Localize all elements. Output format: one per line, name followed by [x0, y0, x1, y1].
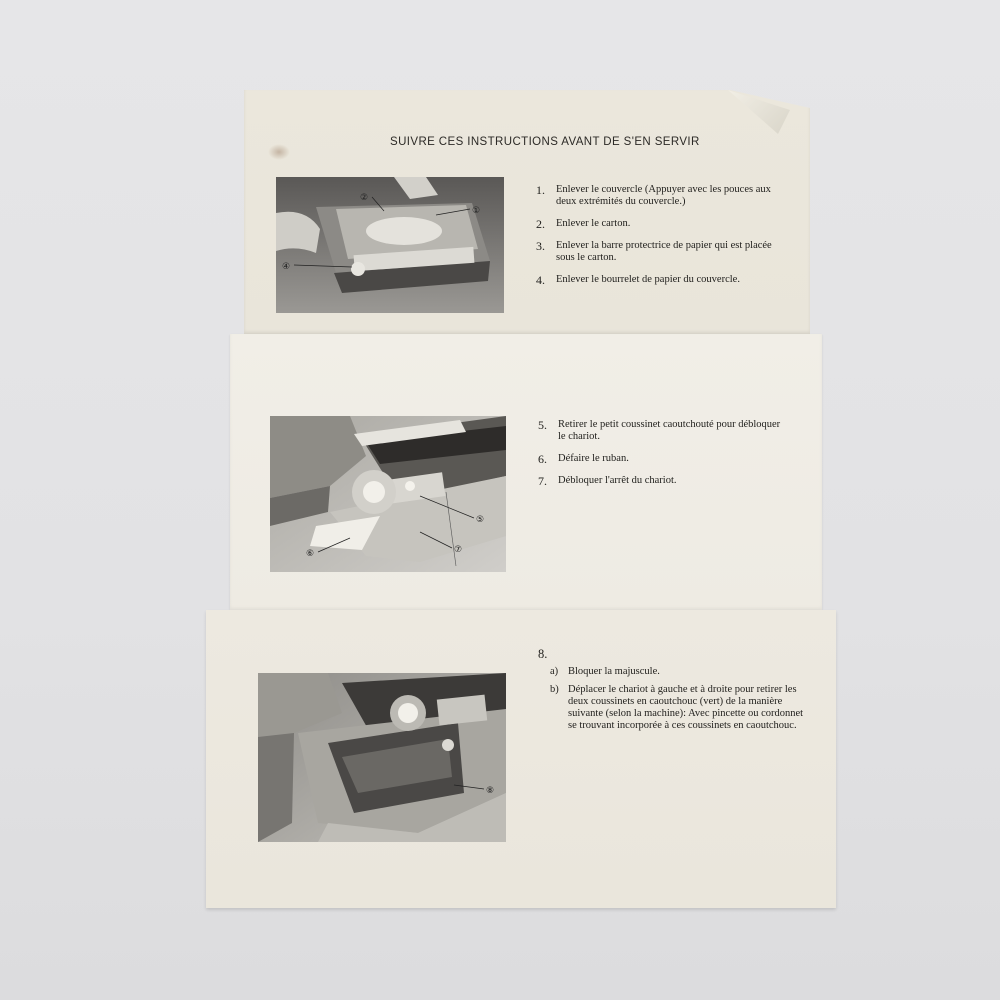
- step-6: [538, 453, 790, 465]
- step-text: Débloquer l'arrêt du chariot.: [558, 475, 677, 486]
- step-7: [538, 475, 790, 487]
- step-2: [536, 218, 786, 230]
- photo-rubber-pads: [258, 673, 506, 842]
- photo-lid-removal: [276, 177, 504, 313]
- substep-text: Déplacer le chariot à gauche et à droite pour retirer les deux coussinets en caoutchouc (vert) de la manière suivante (selon la machine): Avec pincette ou cordonnet se trouvant incorporée à ces coussinets en caoutchouc.: [568, 684, 804, 731]
- callout-5: ⑤: [476, 515, 485, 525]
- callout-2: ②: [360, 193, 369, 203]
- step-text: Enlever le bourrelet de papier du couvercle.: [556, 274, 740, 285]
- step-number: 4.: [536, 273, 545, 287]
- photo-carriage-unlock: [270, 416, 506, 572]
- steps-section-2: [538, 419, 790, 497]
- substep-letter: b): [550, 684, 559, 695]
- step-text: Retirer le petit coussinet caoutchouté pour débloquer le chariot.: [558, 419, 781, 442]
- step-8a: [538, 666, 808, 678]
- steps-section-1: [536, 184, 786, 296]
- step-5: [538, 419, 790, 443]
- step-text: Enlever le couvercle (Appuyer avec les pouces aux deux extrémités du couvercle.): [556, 184, 771, 207]
- step-number: 6.: [538, 452, 547, 466]
- step-number: 5.: [538, 418, 547, 432]
- substep-letter: a): [550, 666, 559, 677]
- step-1: [536, 184, 786, 208]
- step-text: Enlever le carton.: [556, 218, 631, 229]
- step-number: 7.: [538, 474, 547, 488]
- substep-text: Bloquer la majuscule.: [568, 666, 660, 677]
- step-4: [536, 274, 786, 286]
- step-number: 3.: [536, 239, 545, 253]
- step-number: 2.: [536, 217, 545, 231]
- step-text: Enlever la barre protectrice de papier qui est placée sous le carton.: [556, 240, 772, 263]
- steps-section-3: [538, 648, 808, 732]
- paper-stain: [268, 144, 290, 160]
- page-title: SUIVRE CES INSTRUCTIONS AVANT DE S'EN SERVIR: [390, 136, 700, 148]
- callout-8: ⑧: [486, 786, 495, 796]
- callout-7: ⑦: [454, 545, 463, 555]
- callout-6: ⑥: [306, 549, 315, 559]
- step-8-number: 8.: [538, 647, 548, 661]
- step-text: Défaire le ruban.: [558, 453, 629, 464]
- step-number: 1.: [536, 183, 545, 197]
- step-8b: [538, 684, 808, 732]
- callout-4: ④: [282, 262, 291, 272]
- step-3: [536, 240, 786, 264]
- callout-1: ①: [472, 206, 481, 216]
